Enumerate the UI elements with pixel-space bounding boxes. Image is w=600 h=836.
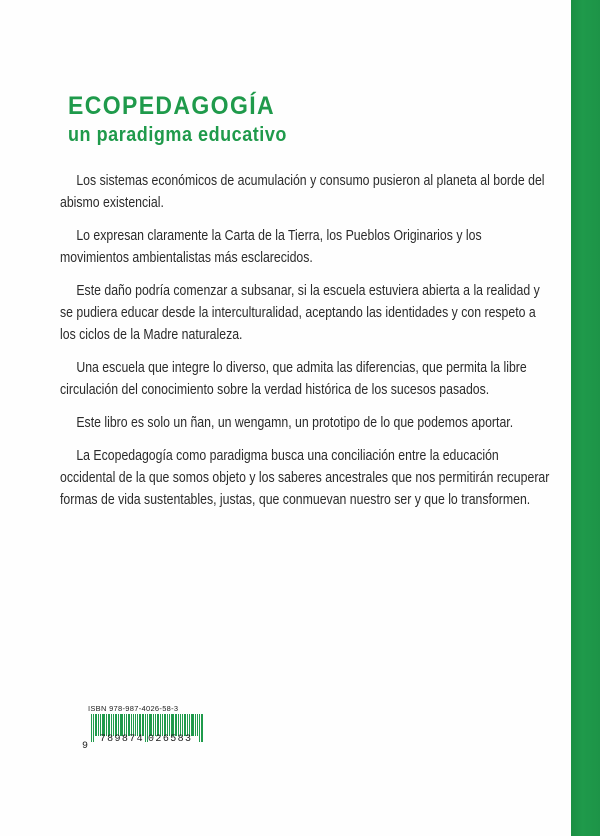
barcode-digit: 8 xyxy=(121,734,128,745)
barcode xyxy=(82,714,204,752)
barcode-digit: 3 xyxy=(184,734,191,745)
barcode-bar xyxy=(124,714,125,736)
barcode-bar xyxy=(160,714,161,736)
barcode-bar xyxy=(95,714,97,736)
barcode-bar xyxy=(100,714,101,736)
barcode-bar xyxy=(106,714,107,736)
blurb-paragraph: Una escuela que integre lo diverso, que admita las diferencias, que permita la libre circulación del conocimiento sobre la verdad histórica de los sucesos pasados. xyxy=(60,360,527,398)
barcode-bar xyxy=(93,714,94,742)
barcode-bar xyxy=(189,714,190,736)
isbn-label: ISBN 978-987-4026-58-3 xyxy=(88,704,179,713)
barcode-bar xyxy=(162,714,163,736)
barcode-bar xyxy=(139,714,141,736)
barcode-bar xyxy=(113,714,114,736)
barcode-bar xyxy=(157,714,159,736)
barcode-bar xyxy=(191,714,194,736)
barcode-bar xyxy=(142,714,144,736)
barcode-bar xyxy=(180,714,181,736)
barcode-digit: 0 xyxy=(148,734,155,745)
barcode-bar xyxy=(182,714,183,736)
barcode-bar xyxy=(201,714,203,742)
barcode-bar xyxy=(187,714,188,736)
barcode-bar xyxy=(155,714,156,736)
barcode-digit: 7 xyxy=(99,734,106,745)
barcode-bar xyxy=(133,714,134,736)
barcode-bar xyxy=(91,714,92,742)
barcode-bar xyxy=(195,714,196,736)
barcode-bar xyxy=(178,714,179,736)
barcode-bar xyxy=(199,714,200,742)
barcode-bar xyxy=(169,714,170,736)
barcode-digit: 5 xyxy=(170,734,177,745)
book-title: ECOPEDAGOGÍA xyxy=(68,92,275,120)
blurb-text xyxy=(60,170,560,522)
barcode-digit: 2 xyxy=(155,734,162,745)
barcode-bar xyxy=(184,714,186,736)
barcode-digits xyxy=(99,735,204,745)
barcode-bar xyxy=(167,714,168,736)
barcode-digit: 9 xyxy=(114,734,121,745)
barcode-bar xyxy=(126,714,127,736)
barcode-bar xyxy=(137,714,138,736)
barcode-bar xyxy=(171,714,174,736)
barcode-bar xyxy=(115,714,117,736)
barcode-bar xyxy=(197,714,198,736)
barcode-bar xyxy=(128,714,130,736)
barcode-bar xyxy=(120,714,123,736)
barcode-bar xyxy=(131,714,132,736)
barcode-digit: 8 xyxy=(177,734,184,745)
green-spine-stripe xyxy=(571,0,600,836)
blurb-paragraph: Este daño podría comenzar a subsanar, si la escuela estuviera abierta a la realidad y se pudiera educar desde la interculturalidad, aceptando las identidades y con respeto a los ciclos de la Madre naturaleza. xyxy=(60,283,540,343)
barcode-bar xyxy=(135,714,136,736)
barcode-bar xyxy=(98,714,99,736)
barcode-bar xyxy=(111,714,112,736)
barcode-bar xyxy=(164,714,166,736)
barcode-first-digit: 9 xyxy=(82,741,89,752)
blurb-paragraph: Los sistemas económicos de acumulación y consumo pusieron al planeta al borde del abismo existencial. xyxy=(60,173,545,211)
blurb-paragraph: Este libro es solo un ñan, un wengamn, un prototipo de lo que podemos aportar. xyxy=(76,415,514,431)
barcode-digit: 8 xyxy=(107,734,114,745)
blurb-paragraph: La Ecopedagogía como paradigma busca una conciliación entre la educación occidental de la que somos objeto y los saberes ancestrales que nos permitirán recuperar formas de vida sustentables, justas, que conmuevan nuestro ser y que lo transformen. xyxy=(60,448,550,508)
barcode-digit: 6 xyxy=(162,734,169,745)
barcode-bar xyxy=(149,714,152,736)
blurb-paragraph: Lo expresan claramente la Carta de la Tierra, los Pueblos Originarios y los movimientos ambientalistas más esclarecidos. xyxy=(60,228,482,266)
barcode-bar xyxy=(153,714,154,736)
barcode-digit: 4 xyxy=(136,734,143,745)
title-block xyxy=(68,92,311,148)
barcode-bar xyxy=(175,714,177,736)
book-subtitle: un paradigma educativo xyxy=(68,124,287,146)
barcode-bar xyxy=(102,714,105,736)
isbn-barcode-block xyxy=(82,704,204,752)
barcode-bar xyxy=(145,714,146,742)
barcode-bar xyxy=(108,714,110,736)
barcode-digit: 7 xyxy=(129,734,136,745)
barcode-bar xyxy=(118,714,119,736)
